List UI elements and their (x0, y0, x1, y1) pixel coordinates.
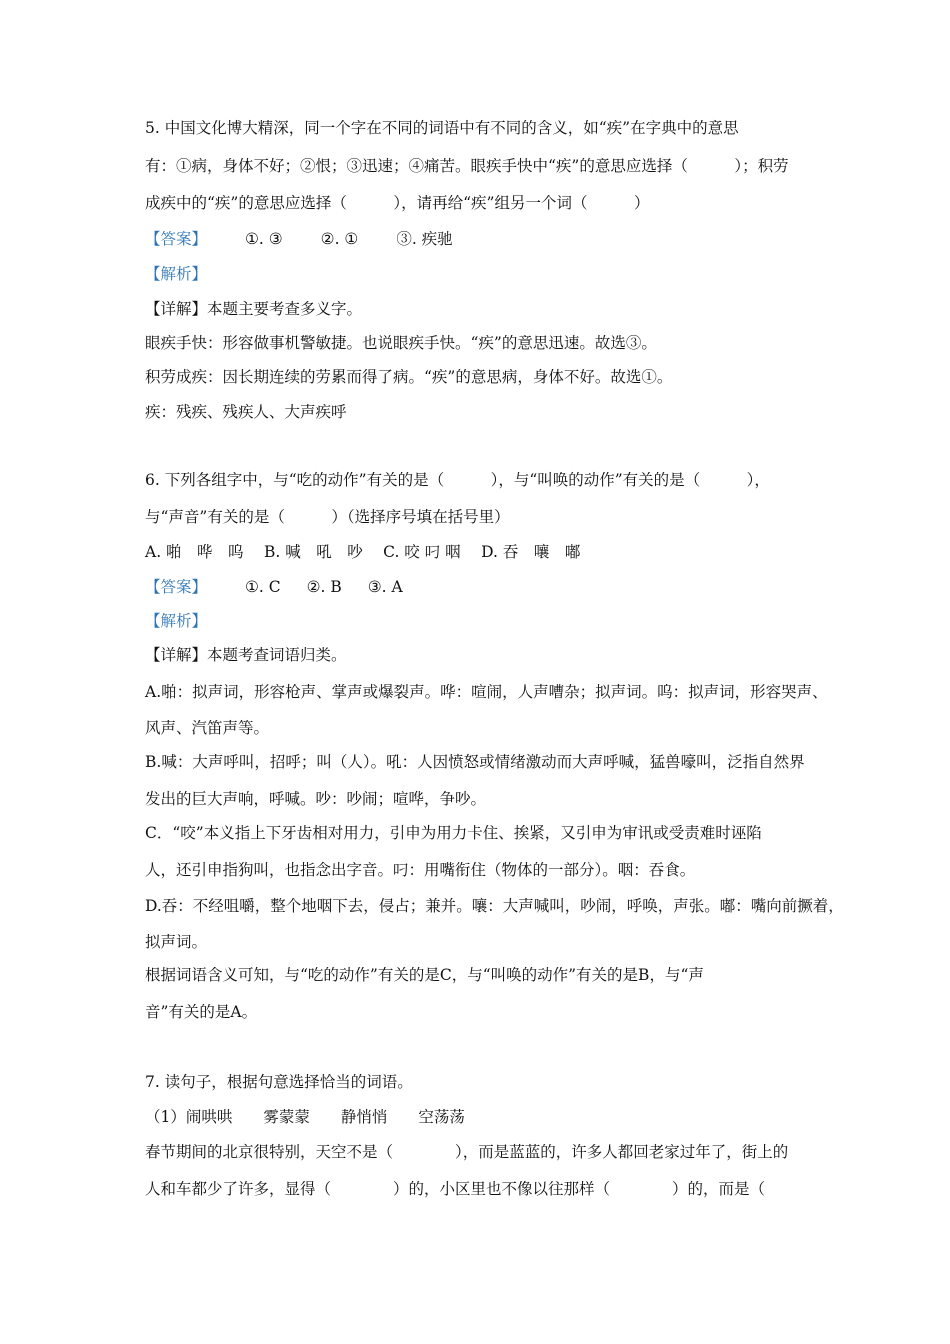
q6-explanation-line: 音”有关的是A。 (145, 1003, 258, 1021)
q7-stem-line-1: 7. 读句子，根据句意选择恰当的词语。 (145, 1073, 413, 1091)
q5-stem-line-3: 成疾中的“疾”的意思应选择（ ），请再给“疾”组另一个词（ ） (145, 194, 650, 212)
answer-label: 【答案】 (145, 578, 208, 596)
answer-item: ③. 疾驰 (396, 230, 453, 248)
answer-item: ②. B (306, 578, 342, 596)
q6-explanation-line: 人，还引申指狗叫，也指念出字音。叼：用嘴衔住（物体的一部分）。咽：吞食。 (145, 861, 696, 879)
q6-explanation-line: D.吞：不经咀嚼，整个地咽下去，侵占；兼并。嚷：大声喊叫，吵闹，呼唤，声张。嘟：嘴向前撅着， (145, 897, 844, 915)
q6-answer-row (145, 577, 403, 597)
q5-stem-line-1: 5. 中国文化博大精深，同一个字在不同的词语中有不同的含义，如“疾”在字典中的意思 (145, 119, 739, 137)
q5-explanation-line: 积劳成疾：因长期连续的劳累而得了病。“疾”的意思病，身体不好。故选①。 (145, 368, 673, 386)
q6-stem-line-1: 6. 下列各组字中，与“吃的动作”有关的是（ ），与“叫唤的动作”有关的是（ ）， (145, 471, 770, 489)
q7-word-choices: （1）闹哄哄 雾蒙蒙 静悄悄 空荡荡 (145, 1108, 465, 1126)
q7-sentence-line: 春节期间的北京很特别，天空不是（ ），而是蓝蓝的，许多人都回老家过年了，街上的 (145, 1143, 789, 1161)
q6-explanation-line: 发出的巨大声响，呼喊。吵：吵闹；喧哗，争吵。 (145, 790, 487, 808)
q7-sentence-line: 人和车都少了许多，显得（ ）的，小区里也不像以往那样（ ）的，而是（ (145, 1180, 766, 1198)
answer-item: ①. C (245, 578, 281, 596)
q6-explanation-line: 风声、汽笛声等。 (145, 719, 270, 737)
answer-item: ②. ① (320, 230, 359, 248)
answer-item: ①. ③ (245, 230, 283, 248)
q5-explanation-line: 眼疾手快：形容做事机警敏捷。也说眼疾手快。“疾”的意思迅速。故选③。 (145, 334, 657, 352)
q6-explanation-line: B.喊：大声呼叫，招呼；叫（人）。吼：人因愤怒或情绪激动而大声呼喊，猛兽嚎叫，泛指自然界 (145, 753, 805, 771)
q6-explanation-line: C．“咬”本义指上下牙齿相对用力，引申为用力卡住、挨紧，又引申为审讯或受责难时诬陷 (145, 824, 762, 842)
q6-explanation-line: 拟声词。 (145, 933, 208, 951)
answer-label: 【答案】 (145, 230, 208, 248)
q6-explanation-line: 根据词语含义可知，与“吃的动作”有关的是C，与“叫唤的动作”有关的是B，与“声 (145, 966, 704, 984)
q6-stem-line-2: 与“声音”有关的是（ ）（选择序号填在括号里） (145, 508, 510, 526)
analysis-label: 【解析】 (145, 612, 208, 630)
q6-options: A. 啪 哗 呜 B. 喊 吼 吵 C. 咬 叼 咽 D. 吞 嚷 嘟 (145, 543, 581, 561)
q5-answer-row (145, 229, 453, 249)
analysis-label: 【解析】 (145, 265, 208, 283)
q6-explanation-line: 【详解】本题考查词语归类。 (145, 646, 347, 664)
q5-explanation-line: 【详解】本题主要考查多义字。 (145, 300, 363, 318)
q5-explanation-line: 疾：残疾、残疾人、大声疾呼 (145, 403, 347, 421)
q5-stem-line-2: 有：①病，身体不好；②恨；③迅速；④痛苦。眼疾手快中“疾”的意思应选择（ ）；积劳 (145, 157, 789, 175)
q6-explanation-line: A.啪：拟声词，形容枪声、掌声或爆裂声。哗：喧闹，人声嘈杂；拟声词。呜：拟声词，形容哭声、 (145, 683, 828, 701)
answer-item: ③. A (367, 578, 403, 596)
